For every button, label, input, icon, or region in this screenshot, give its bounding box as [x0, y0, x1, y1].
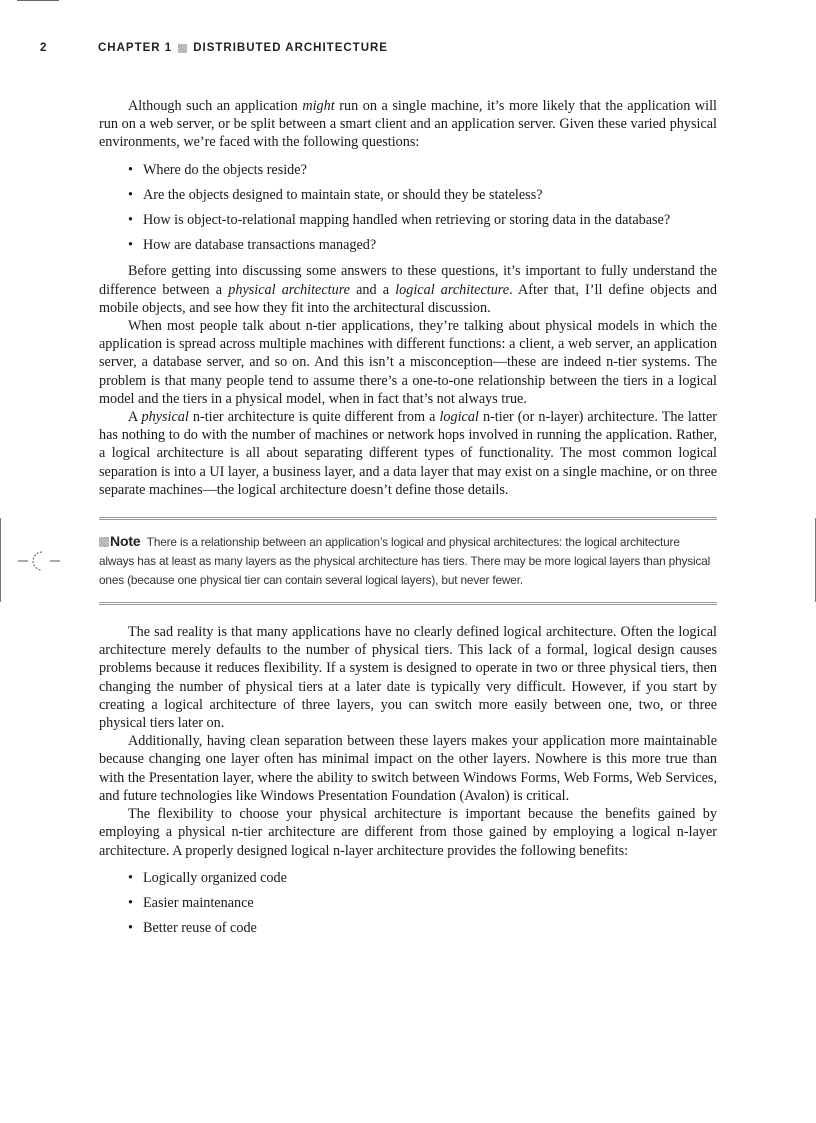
paragraph-sad-reality: The sad reality is that many applications have no clearly defined logical architecture. Often the logical architecture merely defaults to the number of physical tiers. This lack of a formal, logical design causes problems because it reduces flexibility. If a system is designed to operate in two or three physical tiers, then changing the number of physical tiers at a later date is typically very difficult. However, if you start by creating a logical architecture of three layers, you can switch more easily between one, two, or three physical tiers later on.: [99, 624, 717, 732]
note-box: [99, 517, 717, 605]
benefits-list: [99, 869, 717, 938]
list-item: • Are the objects designed to maintain state, or should they be stateless?: [128, 186, 717, 204]
crop-mark-left: [0, 518, 1, 602]
page-number: 2: [40, 42, 48, 54]
paragraph-physical-n-tier: A physical n-tier architecture is quite different from a logical n-tier (or n-layer) architecture. The latter has nothing to do with the number of machines or network hops involved in running the application. Rather, a logical architecture is all about separating different types of functionality. The most common logical separation is into a UI layer, a business layer, and a data layer that may exist on a single machine, or on three separate machines—the logical architecture doesn’t define those details.: [99, 409, 717, 498]
note-text: There is a relationship between an application’s logical and physical architectures: the logical architecture always has at least as many layers as the physical architecture has tiers. There may be more logical layers than physical ones (because one physical tier can contain several logical layers), but never fewer.: [99, 535, 711, 588]
crop-mark-top: [17, 0, 59, 1]
paragraph-flexibility: The flexibility to choose your physical architecture is important because the benefits gained by employing a physical n-tier architecture are different from those gained by employing a logical n-layer architecture. A properly designed logical n-layer architecture provides the following benefits:: [99, 806, 717, 859]
list-item: • Logically organized code: [128, 869, 717, 887]
section-title: DISTRIBUTED ARCHITECTURE: [193, 42, 388, 54]
paragraph-intro: Although such an application might run on a single machine, it’s more likely that the application will run on a web server, or be split between a smart client and an application server. Given these varied physical environments, we’re faced with the following questions:: [99, 98, 717, 151]
list-item: • Better reuse of code: [128, 919, 717, 937]
list-item: • Easier maintenance: [128, 894, 717, 912]
note-label: Note: [110, 533, 141, 550]
paragraph-clean-separation: Additionally, having clean separation between these layers makes your application more maintainable because changing one layer often has minimal impact on the other layers. Nowhere is this more true than with the Presentation layer, where the ability to switch between Windows Forms, Web Forms, Web Services, and future technologies like Windows Presentation Foundation (Avalon) is critical.: [99, 733, 717, 804]
questions-list: [99, 161, 717, 255]
paragraph-n-tier: When most people talk about n-tier applications, they’re talking about physical models in which the application is spread across multiple machines with different functions: a client, a web server, an application server, a database server, and so on. And this isn’t a misconception—these are indeed n-tier systems. The problem is that many people tend to assume there’s a one-to-one relationship between the tiers in a logical model and the tiers in a physical model, when in fact that’s not always true.: [99, 318, 717, 407]
header-separator-icon: [178, 44, 187, 53]
list-item: • How are database transactions managed?: [128, 236, 717, 254]
registration-mark-icon: [18, 548, 62, 574]
running-header: [40, 42, 388, 54]
paragraph-physical-vs-logical: Before getting into discussing some answers to these questions, it’s important to fully understand the difference between a physical architecture and a logical architecture. After that, I’ll define objects and mobile objects, and see how they fit into the architectural discussion.: [99, 263, 717, 316]
note-icon: [99, 537, 109, 547]
page-body: [99, 97, 717, 945]
chapter-label: CHAPTER 1: [98, 42, 173, 54]
list-item: • Where do the objects reside?: [128, 161, 717, 179]
list-item: • How is object-to-relational mapping handled when retrieving or storing data in the database?: [128, 211, 717, 229]
